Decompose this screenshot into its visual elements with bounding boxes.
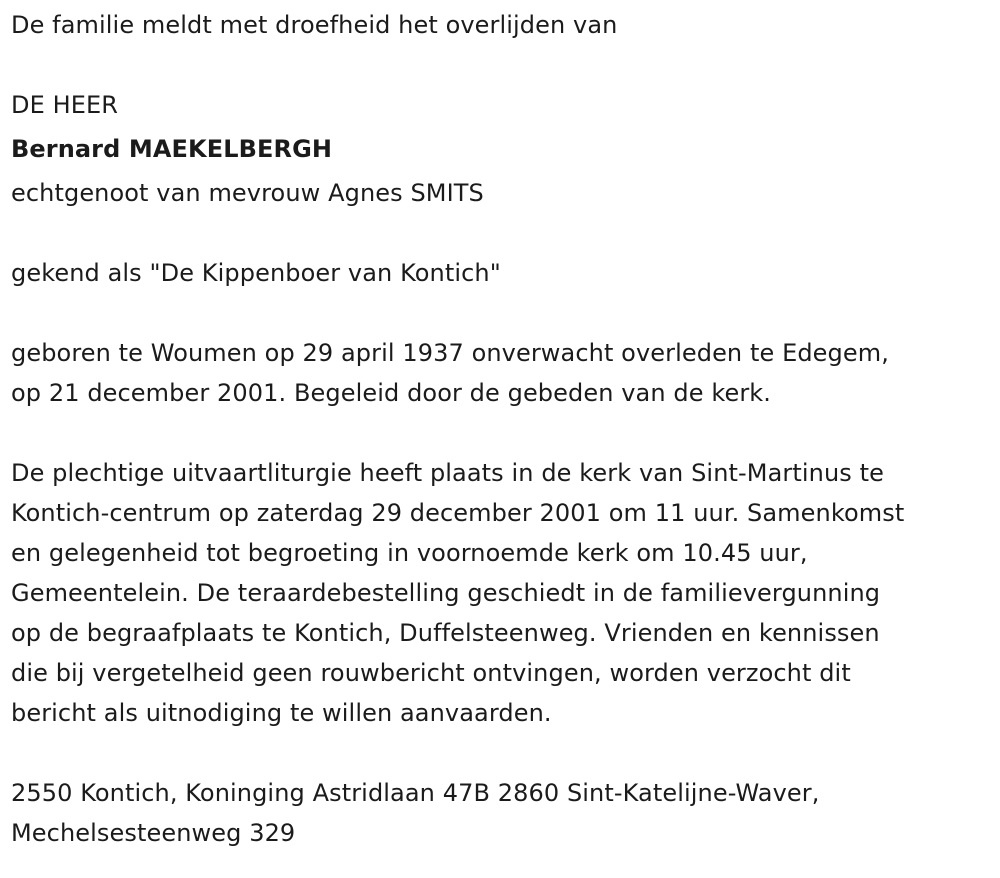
spacer — [11, 733, 996, 773]
funeral-paragraph — [11, 453, 996, 733]
spacer — [11, 413, 996, 453]
paragraph-line: Kontich-centrum op zaterdag 29 december 2001 om 11 uur. Samenkomst — [11, 499, 905, 527]
deceased-name: Bernard MAEKELBERGH — [11, 135, 333, 163]
honorific: DE HEER — [11, 91, 119, 119]
paragraph-line: die bij vergetelheid geen rouwbericht ontvingen, worden verzocht dit — [11, 659, 851, 687]
paragraph-line: op de begraafplaats te Kontich, Duffelsteenweg. Vrienden en kennissen — [11, 619, 880, 647]
intro-text: De familie meldt met droefheid het overlijden van — [11, 11, 618, 39]
spacer — [11, 293, 996, 333]
address-line: 2550 Kontich, Koninging Astridlaan 47B 2860 Sint-Katelijne-Waver, — [11, 779, 820, 807]
address-paragraph — [11, 773, 996, 853]
birth-death-paragraph — [11, 333, 996, 413]
spouse-text: echtgenoot van mevrouw Agnes SMITS — [11, 179, 484, 207]
death-notice — [11, 0, 996, 853]
nickname-text: gekend als "De Kippenboer van Kontich" — [11, 259, 501, 287]
spacer — [11, 45, 996, 85]
paragraph-line: geboren te Woumen op 29 april 1937 onverwacht overleden te Edegem, — [11, 339, 889, 367]
paragraph-line: en gelegenheid tot begroeting in voornoemde kerk om 10.45 uur, — [11, 539, 808, 567]
paragraph-line: De plechtige uitvaartliturgie heeft plaats in de kerk van Sint-Martinus te — [11, 459, 884, 487]
paragraph-line: Gemeentelein. De teraardebestelling geschiedt in de familievergunning — [11, 579, 881, 607]
address-line: Mechelsesteenweg 329 — [11, 819, 296, 847]
spacer — [11, 213, 996, 253]
paragraph-line: bericht als uitnodiging te willen aanvaarden. — [11, 699, 552, 727]
paragraph-line: op 21 december 2001. Begeleid door de gebeden van de kerk. — [11, 379, 772, 407]
